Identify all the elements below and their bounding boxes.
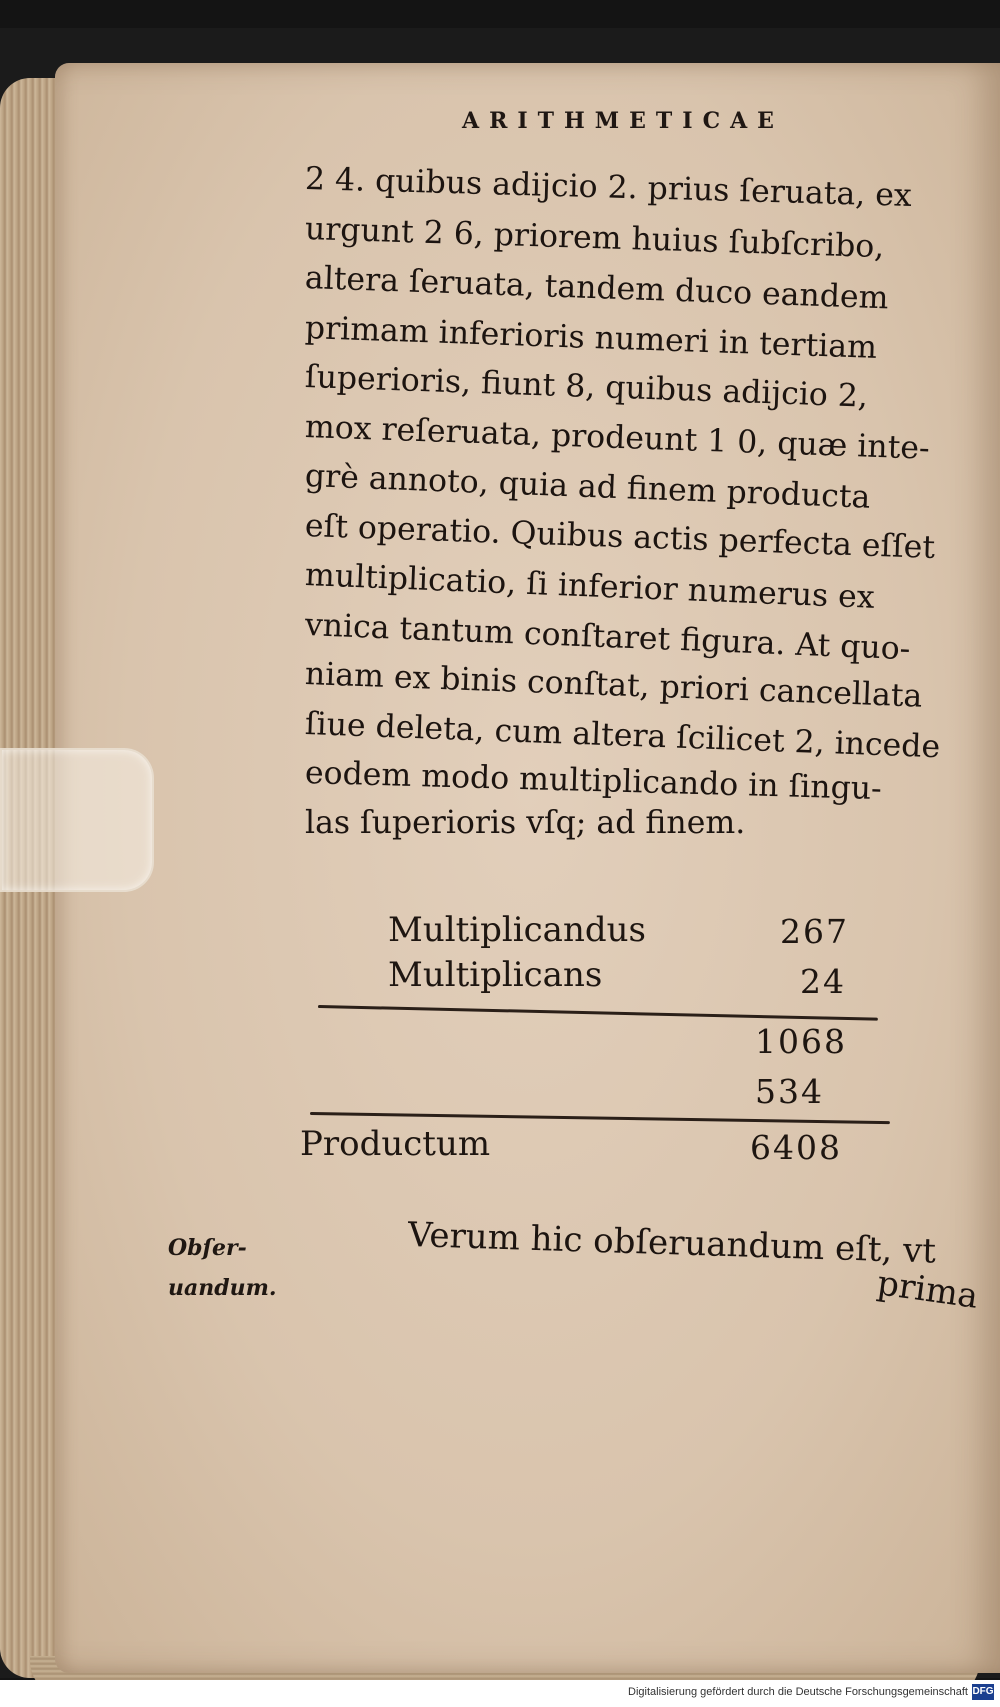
page-clip: [0, 748, 154, 892]
partial-product-2: 534: [755, 1072, 824, 1111]
marginal-note: [168, 1228, 277, 1308]
productum-value: 6408: [750, 1128, 842, 1167]
closing-line: Verum hic obſeruandum eſt, vt: [407, 1215, 937, 1272]
body-text: [305, 155, 985, 848]
multiplicans-label: Multiplicans: [388, 955, 603, 995]
text-line: urgunt 2 6, priorem huius ſubſcribo,: [304, 210, 885, 265]
multiplicandus-value: 267: [780, 912, 849, 951]
productum-label: Productum: [300, 1124, 491, 1164]
dfg-logo-icon: DFG: [972, 1684, 994, 1700]
closing-text: [407, 1215, 981, 1317]
marginal-note-line: uandum.: [168, 1275, 277, 1301]
text-line: las ſuperioris vſq; ad finem.: [305, 804, 746, 841]
text-line: vnica tantum conſtaret figura. At quo-: [304, 606, 912, 667]
running-header: ARITHMETICAE: [462, 108, 784, 134]
rule-line: [318, 1005, 878, 1021]
marginal-note-line: Obſer-: [168, 1235, 247, 1261]
multiplicandus-label: Multiplicandus: [388, 910, 646, 950]
text-line: ſuperioris, fiunt 8, quibus adijcio 2,: [304, 359, 869, 415]
footer-credit: Digitalisierung gefördert durch die Deutsche Forschungsgemeinschaft: [628, 1686, 968, 1698]
catchword: prima: [874, 1263, 981, 1317]
text-line: multiplicatio, ſi inferior numerus ex: [304, 557, 876, 616]
text-line: ſiue deleta, cum altera ſcilicet 2, incede: [304, 705, 941, 765]
text-line: primam inferioris numeri in tertiam: [304, 309, 878, 366]
rule-line: [310, 1112, 890, 1124]
text-line: eſt operatio. Quibus actis perfecta eſſet: [304, 507, 936, 566]
multiplicans-value: 24: [800, 962, 846, 1001]
text-line: eodem modo multiplicando in ſingu-: [304, 755, 883, 808]
text-line: altera ſeruata, tandem duco eandem: [304, 260, 890, 317]
digitization-footer: [0, 1680, 1000, 1707]
text-line: mox reſeruata, prodeunt 1 0, quæ inte-: [304, 408, 931, 467]
text-line: 2 4. quibus adijcio 2. prius ſeruata, ex: [304, 161, 913, 214]
text-line: grè annoto, quia ad finem producta: [304, 458, 871, 516]
text-line: niam ex binis conſtat, priori cancellata: [304, 656, 923, 715]
partial-product-1: 1068: [755, 1022, 847, 1061]
multiplication-example: [300, 900, 980, 1180]
